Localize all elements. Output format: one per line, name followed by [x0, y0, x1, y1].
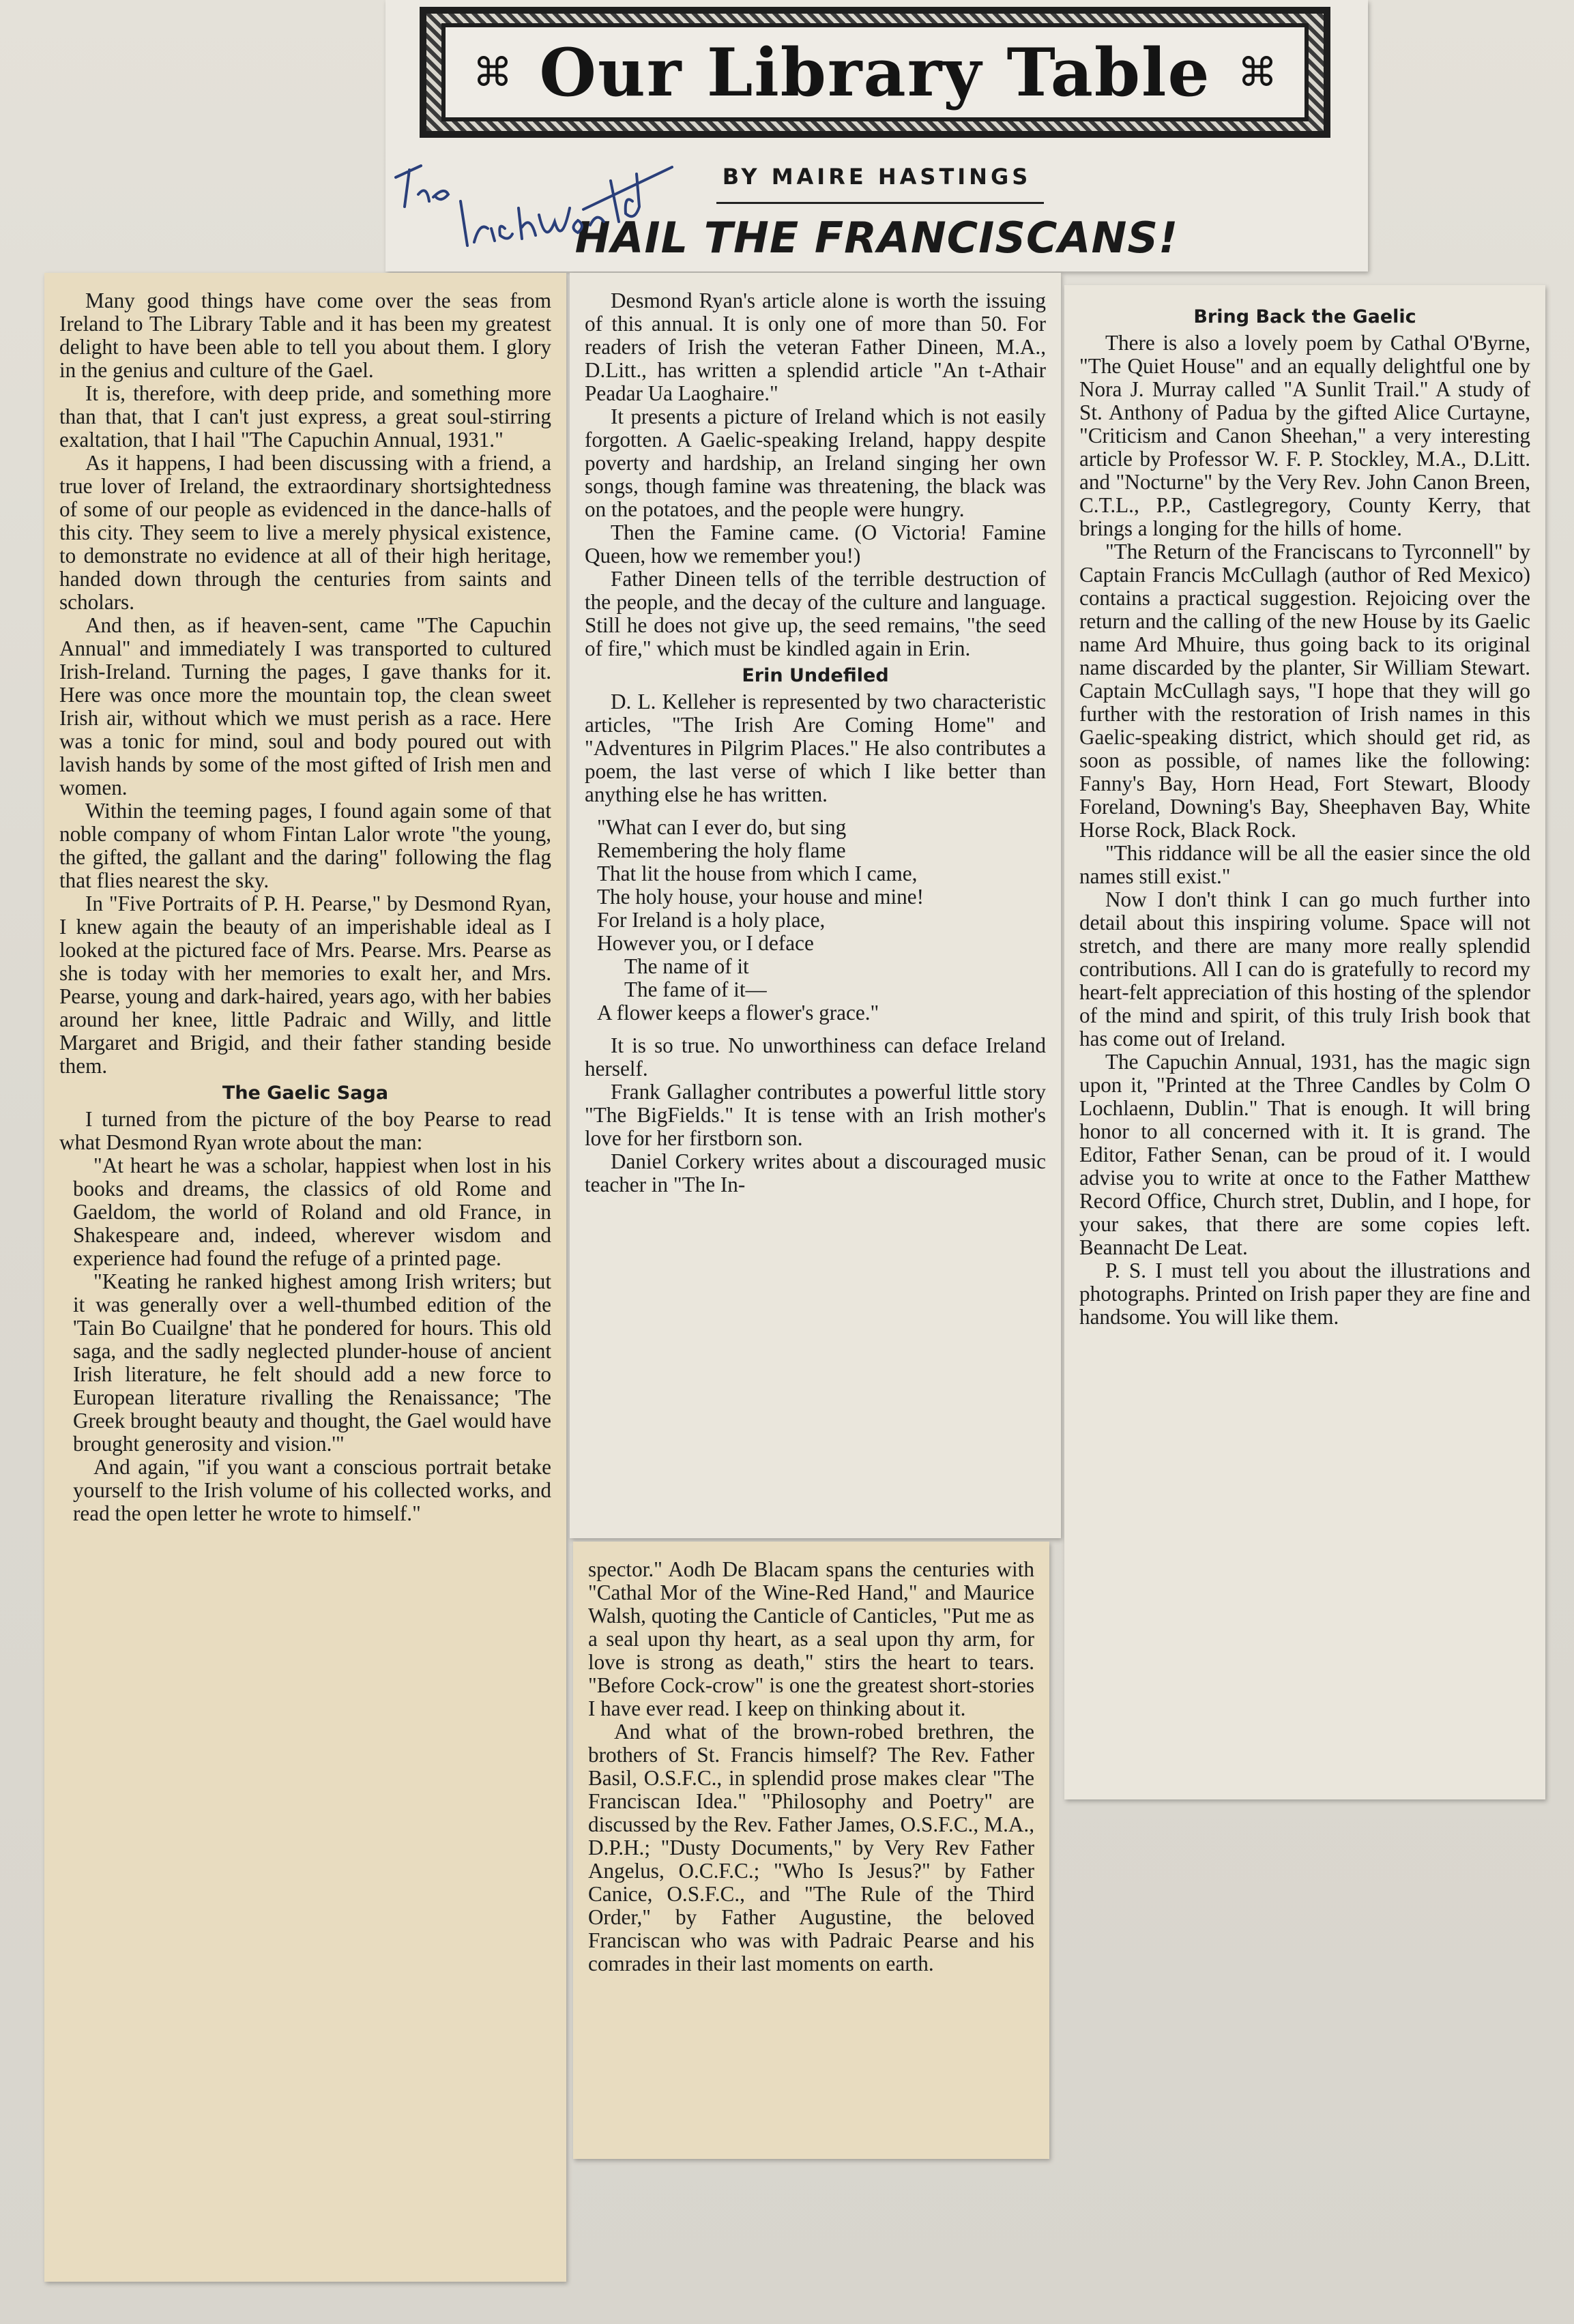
subheading: The Gaelic Saga [222, 1083, 389, 1104]
article-column-1 [44, 273, 566, 2282]
article-column-2 [570, 273, 1061, 1538]
paragraph: As it happens, I had been discussing with a friend, a true lover of Ireland, the extraordinary shortsightedness of some of our people as evidenced in the dance-halls of this city. They seem to live a merely physical existence, to demonstrate no evidence at all of their high heritage, handed down through the centuries from saints and scholars. [59, 451, 551, 614]
paragraph: "The Return of the Franciscans to Tyrconnell" by Captain Francis McCullagh (author of Red Mexico) contains a practical suggestion. Rejoicing over the return and the calling of the new House by its Gaelic name Ard Mhuire, thus going back to its original name discarded by the planter, Sir William Stewart. Captain McCullagh says, "I hope that they will go further with the restoration of Irish names in this Gaelic-speaking district, which should get rid, as soon as possible, of names like the following: Fanny's Bay, Horn Head, Fort Stewart, Bloody Foreland, Downing's Bay, Sheephaven Bay, White Horse Rock, Black Rock. [1079, 540, 1530, 842]
subheading: Erin Undefiled [742, 665, 889, 686]
paragraph: Then the Famine came. (O Victoria! Famine Queen, how we remember you!) [585, 520, 1046, 568]
paragraph: "At heart he was a scholar, happiest when lost in his books and dreams, the classics of old Rome and Gaeldom, the world of Roland and old France, in Shakespeare and, indeed, wherever wisdom and experience had found the refuge of a printed page. [73, 1153, 551, 1270]
subheading: Bring Back the Gaelic [1193, 306, 1416, 327]
paragraph: D. L. Kelleher is represented by two characteristic articles, "The Irish Are Coming Home" and "Adventures in Pilgrim Places." He also contributes a poem, the last verse of which I like better than anything else he has written. [585, 690, 1046, 806]
paragraph: spector." Aodh De Blacam spans the centuries with "Cathal Mor of the Wine-Red Hand," and Maurice Walsh, quoting the Canticle of Canticles, "Put me as a seal upon thy heart, as a seal upon thy arm, for love is strong as death," stirs the heart to tears. "Before Cock-crow" is one the greatest short-stories I have ever read. I keep on thinking about it. [588, 1557, 1034, 1720]
paragraph: And then, as if heaven-sent, came "The Capuchin Annual" and immediately I was transported to cultured Irish-Ireland. Turning the pages, I gave thanks for it. Here was once more the mountain top, the clean sweet Irish air, without which we must perish as a race. Here was a tonic for mind, soul and body poured out with lavish hands by some of the most gifted of Irish men and women. [59, 613, 551, 799]
paragraph: And what of the brown-robed brethren, the brothers of St. Francis himself? The Rev. Father Basil, O.S.F.C., in splendid prose makes clear "The Franciscan Idea." "Philosophy and Poetry" are discussed by the Rev. Father James, O.S.F.C., M.A., D.P.H.; "Dusty Documents," by Very Rev Father Angelus, O.C.F.C.; "Who Is Jesus?" by Father Canice, O.S.F.C., and "The Rule of the Third Order," by Father Augustine, the beloved Franciscan who was with Padraic Pearse and his comrades in their last moments on earth. [588, 1720, 1034, 1975]
paragraph: Desmond Ryan's article alone is worth the issuing of this annual. It is only one of more than 50. For readers of Irish the veteran Father Dineen, M.A., D.Litt., has written a splendid article "An t-Athair Peadar Ua Laoghaire." [585, 289, 1046, 405]
verse-line: The holy house, your house and mine! [597, 885, 924, 909]
masthead-inner [441, 23, 1309, 121]
column-title: Our Library Table [539, 33, 1211, 111]
paragraph: It is so true. No unworthiness can deface Ireland herself. [585, 1033, 1046, 1080]
paragraph: Many good things have come over the seas from Ireland to The Library Table and it has been my greatest delight to have been able to tell you about them. I glory in the genius and culture of the Gael. [59, 289, 551, 382]
verse-line: A flower keeps a flower's grace." [597, 1001, 879, 1025]
verse-line: For Ireland is a holy place, [597, 908, 826, 932]
paragraph: It is, therefore, with deep pride, and something more than that, that I can't just express, a great soul-stirring exaltation, that I hail "The Capuchin Annual, 1931." [59, 381, 551, 452]
divider [716, 202, 1044, 204]
masthead-banner [420, 7, 1330, 138]
paragraph: It presents a picture of Ireland which is not easily forgotten. A Gaelic-speaking Ireland, happy despite poverty and hardship, an Ireland singing her own songs, though famine was threatening, the black was on the potatoes, and the people were hungry. [585, 405, 1046, 521]
paragraph: There is also a lovely poem by Cathal O'Byrne, "The Quiet House" and an equally delightful one by Nora J. Murray called "A Sunlit Trail." A study of St. Anthony of Padua by the gifted Alice Curtayne, "Criticism and Canon Sheehan," a very interesting article by Professor W. F. P. Stockley, M.A., D.Litt. and "Nocturne" by the Very Rev. John Canon Breen, C.T.L., P.P., Castlegregory, County Kerry, that brings a longing for the hills of home. [1079, 331, 1530, 540]
poem-verse [597, 816, 1046, 1025]
paragraph: P. S. I must tell you about the illustrations and photographs. Printed on Irish paper they are fine and handsome. You will like them. [1079, 1259, 1530, 1329]
paragraph: Daniel Corkery writes about a discouraged music teacher in "The In- [585, 1149, 1046, 1196]
paragraph: In "Five Portraits of P. H. Pearse," by Desmond Ryan, I knew again the beauty of an imperishable ideal as I looked at the pictured face of Mrs. Pearse. Mrs. Pearse as she is today with her memories to exalt her, and Mrs. Pearse, young and dark-haired, years ago, with her babies around her knee, little Padraic and Willy, and little Margaret and Brigid, and their father standing beside them. [59, 892, 551, 1078]
paragraph: Frank Gallagher contributes a powerful little story "The BigFields." It is tense with an Irish mother's love for her firstborn son. [585, 1080, 1046, 1150]
headline: HAIL THE FRANCISCANS! [574, 213, 1179, 263]
handwritten-note [379, 126, 679, 283]
paragraph: The Capuchin Annual, 1931, has the magic sign upon it, "Printed at the Three Candles by Colm O Lochlaenn, Dublin." That is enough. It will bring honor to all concerned with it. It is grand. The Editor, Father Senan, can be proud of it. I would advise you to write at once to the Father Matthew Record Office, Church stret, Dublin, and I hope, for your sakes, that there are some copies left. Beannacht De Leat. [1079, 1050, 1530, 1259]
paragraph: Within the teeming pages, I found again some of that noble company of whom Fintan Lalor wrote "the young, the gifted, the gallant and the daring" following the flag that flies nearest the sky. [59, 799, 551, 892]
quotation-block [59, 1154, 551, 1525]
verse-line: Remembering the holy flame [597, 838, 846, 862]
book-ornament-icon: ⌘ [473, 49, 512, 95]
paragraph: "This riddance will be all the easier since the old names still exist." [1079, 841, 1530, 888]
paragraph: And again, "if you want a conscious portrait betake yourself to the Irish volume of his collected works, and read the open letter he wrote to himself." [73, 1455, 551, 1525]
paragraph: Now I don't think I can go much further into detail about this inspiring volume. Space will not stretch, and there are many more really splendid contributions. All I can do is gratefully to record my heart-felt appreciation of this hosting of the splendor of the mind and spirit, of this truly Irish book that has come out of Ireland. [1079, 887, 1530, 1050]
verse-line: However you, or I deface [597, 931, 814, 955]
paragraph: Father Dineen tells of the terrible destruction of the people, and the decay of the culture and language. Still he does not give up, the seed remains, "the seed of fire," which must be kindled again in Erin. [585, 567, 1046, 660]
verse-line: "What can I ever do, but sing [597, 815, 847, 839]
article-column-4 [1064, 285, 1545, 1799]
verse-line: That lit the house from which I came, [597, 862, 918, 885]
paragraph: I turned from the picture of the boy Pearse to read what Desmond Ryan wrote about the man: [59, 1107, 551, 1154]
paragraph: "Keating he ranked highest among Irish writers; but it was generally over a well-thumbed edition of the 'Tain Bo Cuailgne' that he pondered for hours. This old saga, and the sadly neglected plunder-house of ancient Irish literature, he felt should add a new force to European literature rivalling the Renaissance; 'The Greek brought beauty and thought, the Gael would have brought generosity and vision.'" [73, 1269, 551, 1456]
book-ornament-icon: ⌘ [1238, 49, 1277, 95]
byline: BY MAIRE HASTINGS [722, 164, 1032, 190]
verse-line: The name of it [624, 954, 749, 978]
verse-line: The fame of it— [624, 977, 767, 1001]
article-column-3 [573, 1542, 1049, 2159]
